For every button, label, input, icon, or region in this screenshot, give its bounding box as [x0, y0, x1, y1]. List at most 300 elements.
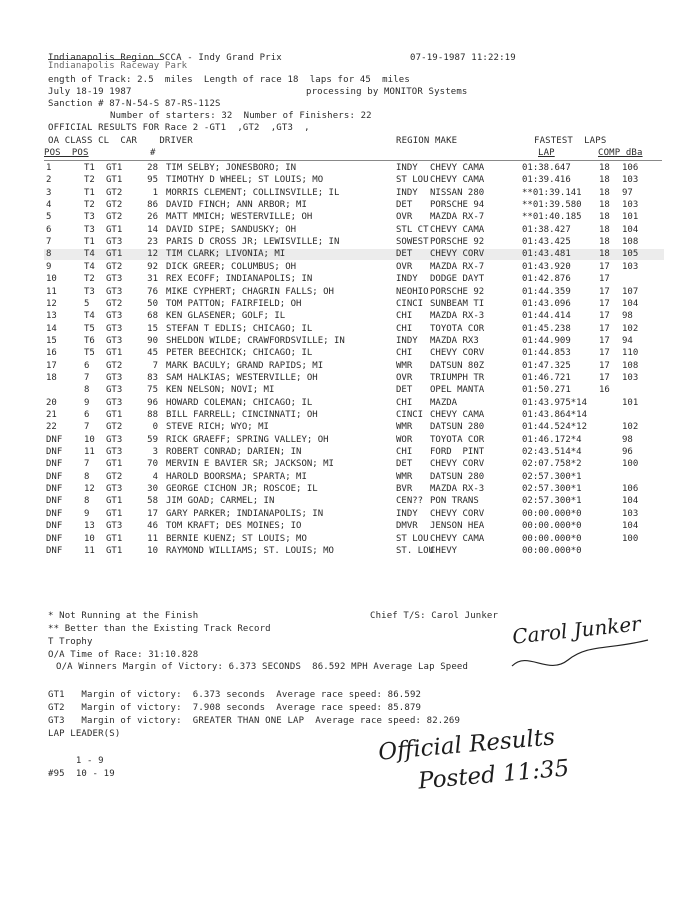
- cell-comp-dba: 106: [622, 163, 639, 173]
- cell-car-number: 88: [147, 410, 158, 420]
- cell-make: CHEVY CORV: [430, 249, 485, 260]
- cell-comp-dba: 103: [622, 261, 639, 272]
- cell-comp-dba: 97: [622, 187, 633, 198]
- cell-comp-dba: 107: [622, 286, 639, 297]
- cell-oa-position: DNF: [46, 533, 63, 544]
- cell-class: GT1: [106, 410, 123, 420]
- col-header-region-make: REGION MAKE: [396, 136, 458, 146]
- cell-comp-dba: 105: [622, 249, 639, 260]
- cell-fastest-lap: 01:43.425: [522, 237, 571, 248]
- cell-class: GT1: [106, 496, 123, 507]
- cell-region: INDY: [396, 274, 418, 285]
- cell-car-number: 4: [152, 471, 158, 482]
- cell-driver: GEORGE CICHON JR; ROSCOE; IL: [166, 484, 318, 495]
- cell-class-position: T3: [84, 286, 95, 297]
- cell-car-number: 7: [152, 360, 158, 371]
- cell-comp-dba: 101: [622, 212, 639, 223]
- cell-class-position: 8: [84, 471, 90, 482]
- cell-fastest-lap: 01:47.325: [522, 360, 571, 371]
- cell-class: GT1: [106, 545, 123, 556]
- cell-class: GT1: [106, 175, 123, 186]
- cell-comp-dba: 96: [622, 447, 633, 458]
- cell-car-number: 0: [152, 422, 158, 433]
- cell-class-position: T3: [84, 224, 95, 235]
- cell-driver: TOM PATTON; FAIRFIELD; OH: [166, 298, 302, 309]
- table-row: [44, 163, 664, 174]
- table-row: [44, 496, 664, 507]
- cell-car-number: 26: [147, 212, 158, 223]
- cell-fastest-lap: 01:43.481: [522, 249, 571, 260]
- cell-comp-dba: 103: [622, 175, 639, 186]
- cell-laps-completed: 17: [599, 372, 610, 383]
- cell-make: CHEVY CORV: [430, 459, 485, 470]
- cell-car-number: 86: [147, 200, 158, 211]
- cell-class: GT3: [106, 397, 123, 408]
- cell-car-number: 95: [147, 175, 158, 186]
- cell-region: CHI: [396, 323, 413, 334]
- cell-region: CHI: [396, 311, 413, 322]
- cell-make: CHEVY CAMA: [430, 175, 485, 186]
- table-row: [44, 534, 664, 545]
- cell-oa-position: DNF: [46, 545, 63, 556]
- cell-region: DMVR: [396, 521, 418, 532]
- strike-line: [48, 59, 163, 60]
- cell-region: ST LOU: [396, 533, 429, 544]
- trophy-note: T Trophy: [48, 637, 93, 647]
- cell-make: OPEL MANTA: [430, 385, 485, 396]
- cell-comp-dba: 108: [622, 237, 639, 248]
- cell-car-number: 46: [147, 521, 158, 532]
- cell-car-number: 45: [147, 348, 158, 359]
- event-date: July 18-19 1987: [48, 87, 132, 97]
- cell-car-number: 90: [147, 335, 158, 346]
- print-timestamp: 07-19-1987 11:22:19: [410, 53, 516, 63]
- cell-class: GT3: [106, 434, 123, 445]
- cell-class: GT1: [106, 224, 123, 235]
- cell-class-position: 9: [84, 508, 90, 519]
- cell-fastest-lap: 01:44.909: [522, 335, 571, 346]
- table-row: [44, 373, 664, 384]
- cell-driver: KEN GLASENER; GOLF; IL: [166, 311, 286, 322]
- cell-driver: HAROLD BOORSMA; SPARTA; MI: [166, 471, 307, 482]
- cell-fastest-lap: 01:44.359: [522, 286, 571, 297]
- lap-leaders-label: LAP LEADER(S): [48, 729, 121, 739]
- cell-oa-position: 18: [46, 372, 57, 383]
- cell-driver: SAM HALKIAS; WESTERVILLE; OH: [166, 372, 318, 383]
- cell-comp-dba: 100: [622, 459, 639, 470]
- table-row: [44, 274, 664, 285]
- cell-region: DET: [396, 200, 413, 211]
- cell-region: CHI: [396, 348, 413, 359]
- cell-class-position: T5: [84, 323, 95, 334]
- gt3-margin: GT3 Margin of victory: GREATER THAN ONE LAP Average race speed: 82.269: [48, 716, 461, 726]
- track-length: ength of Track: 2.5 miles Length of race 18 laps for 45 miles: [48, 75, 410, 85]
- cell-laps-completed: 17: [599, 274, 610, 285]
- cell-car-number: 1: [152, 187, 158, 198]
- cell-make: MAZDA RX3: [430, 335, 479, 346]
- lap-leader-1: 1 - 9: [48, 756, 104, 766]
- cell-region: BVR: [396, 484, 413, 495]
- cell-class: GT2: [106, 422, 123, 433]
- cell-class-position: T1: [84, 187, 95, 198]
- cell-driver: TIM CLARK; LIVONIA; MI: [166, 249, 286, 260]
- cell-oa-position: DNF: [46, 434, 63, 445]
- cell-class: GT3: [106, 335, 123, 346]
- cell-make: PON TRANS: [430, 496, 479, 507]
- cell-oa-position: 14: [46, 323, 57, 334]
- cell-fastest-lap: 01:43.864*14: [522, 410, 588, 420]
- lap-leader-2: #95 10 - 19: [48, 769, 115, 779]
- cell-laps-completed: 18: [599, 212, 610, 223]
- cell-oa-position: 17: [46, 360, 57, 371]
- cell-oa-position: DNF: [46, 447, 63, 458]
- cell-driver: BILL FARRELL; CINCINNATI; OH: [166, 410, 318, 420]
- struck-venue: Indianapolis Raceway Park: [48, 61, 188, 71]
- table-row: [44, 410, 664, 421]
- cell-comp-dba: 103: [622, 200, 639, 211]
- cell-class: GT3: [106, 286, 123, 297]
- cell-laps-completed: 17: [599, 261, 610, 272]
- cell-make: DATSUN 280: [430, 471, 485, 482]
- gt1-margin: GT1 Margin of victory: 6.373 seconds Average race speed: 86.592: [48, 690, 422, 700]
- cell-class-position: 8: [84, 385, 90, 396]
- cell-class: GT2: [106, 212, 123, 223]
- cell-car-number: 70: [147, 459, 158, 470]
- cell-class-position: 8: [84, 496, 90, 507]
- cell-region: INDY: [396, 508, 418, 519]
- table-row: [44, 447, 664, 458]
- cell-driver: STEVE RICH; WYO; MI: [166, 422, 269, 433]
- cell-fastest-lap: 02:57.300*1: [522, 496, 582, 507]
- cell-class-position: T4: [84, 311, 95, 322]
- cell-oa-position: 20: [46, 397, 57, 408]
- cell-driver: PARIS D CROSS JR; LEWISVILLE; IN: [166, 237, 340, 248]
- cell-comp-dba: 106: [622, 484, 639, 495]
- cell-driver: KEN NELSON; NOVI; MI: [166, 385, 275, 396]
- cell-oa-position: 10: [46, 274, 57, 285]
- cell-region: INDY: [396, 163, 418, 173]
- handwritten-signature: Carol Junker: [511, 611, 642, 649]
- cell-laps-completed: 17: [599, 311, 610, 322]
- cell-fastest-lap: 02:43.514*4: [522, 447, 582, 458]
- cell-fastest-lap: 01:44.524*12: [522, 422, 588, 433]
- starters-finishers: Number of starters: 32 Number of Finishers: 22: [110, 111, 372, 121]
- cell-region: CINCI: [396, 298, 424, 309]
- cell-car-number: 30: [147, 484, 158, 495]
- cell-oa-position: 15: [46, 335, 57, 346]
- cell-class-position: 12: [84, 484, 95, 495]
- cell-car-number: 59: [147, 434, 158, 445]
- cell-car-number: 50: [147, 298, 158, 309]
- table-row: [44, 299, 664, 310]
- cell-comp-dba: 104: [622, 521, 639, 532]
- official-results-title: OFFICIAL RESULTS FOR Race 2 -GT1 ,GT2 ,GT3 ,: [48, 123, 310, 133]
- cell-region: STL CT: [396, 224, 429, 235]
- cell-class-position: T2: [84, 274, 95, 285]
- cell-oa-position: DNF: [46, 521, 63, 532]
- cell-class: GT3: [106, 372, 123, 383]
- cell-class: GT2: [106, 187, 123, 198]
- cell-oa-position: 13: [46, 311, 57, 322]
- winners-margin: O/A Winners Margin of Victory: 6.373 SECONDS 86.592 MPH Average Lap Speed: [56, 662, 469, 672]
- table-row: [44, 509, 664, 520]
- cell-driver: JIM GOAD; CARMEL; IN: [166, 496, 275, 507]
- col-header-lap: LAP: [538, 148, 555, 158]
- cell-make: TRIUMPH TR: [430, 372, 485, 383]
- cell-oa-position: DNF: [46, 471, 63, 482]
- cell-region: CINCI: [396, 410, 424, 420]
- cell-car-number: 58: [147, 496, 158, 507]
- time-of-race: O/A Time of Race: 31:10.828: [48, 650, 199, 660]
- table-row: [44, 324, 664, 335]
- cell-make: PORSCHE 92: [430, 237, 485, 248]
- cell-oa-position: DNF: [46, 508, 63, 519]
- cell-region: INDY: [396, 335, 418, 346]
- cell-laps-completed: 17: [599, 335, 610, 346]
- cell-class: GT2: [106, 360, 123, 371]
- cell-car-number: 17: [147, 508, 158, 519]
- table-row: [44, 398, 664, 409]
- cell-oa-position: DNF: [46, 459, 63, 470]
- not-running-note: * Not Running at the Finish: [48, 611, 199, 621]
- cell-make: CHEVY CAMA: [430, 224, 485, 235]
- cell-region: WMR: [396, 360, 413, 371]
- cell-fastest-lap: **01:39.141: [522, 187, 582, 198]
- cell-make: NISSAN 280: [430, 187, 485, 198]
- cell-comp-dba: 98: [622, 311, 633, 322]
- cell-fastest-lap: 02:57.300*1: [522, 471, 582, 482]
- table-row: [44, 521, 664, 532]
- cell-region: CHI: [396, 397, 413, 408]
- cell-comp-dba: 108: [622, 360, 639, 371]
- cell-oa-position: 1: [46, 163, 52, 173]
- table-row: [44, 262, 664, 273]
- cell-fastest-lap: 00:00.000*0: [522, 521, 582, 532]
- cell-oa-position: 3: [46, 187, 52, 198]
- cell-class: GT2: [106, 298, 123, 309]
- cell-class: GT2: [106, 261, 123, 272]
- cell-fastest-lap: **01:40.185: [522, 212, 582, 223]
- cell-class: GT3: [106, 274, 123, 285]
- cell-region: ST LOU: [396, 175, 429, 186]
- cell-class-position: 11: [84, 447, 95, 458]
- cell-class: GT1: [106, 348, 123, 359]
- cell-class-position: T4: [84, 249, 95, 260]
- cell-driver: MORRIS CLEMENT; COLLINSVILLE; IL: [166, 187, 340, 198]
- cell-make: DODGE DAYT: [430, 274, 485, 285]
- cell-make: CHEVY CORV: [430, 508, 485, 519]
- cell-driver: RICK GRAEFF; SPRING VALLEY; OH: [166, 434, 329, 445]
- header-rule: [44, 160, 662, 161]
- cell-class-position: T2: [84, 200, 95, 211]
- cell-make: CHEVY CAMA: [430, 410, 485, 420]
- cell-driver: RAYMOND WILLIAMS; ST. LOUIS; MO: [166, 545, 334, 556]
- cell-comp-dba: 100: [622, 533, 639, 544]
- cell-car-number: 23: [147, 237, 158, 248]
- cell-fastest-lap: 01:44.853: [522, 348, 571, 359]
- cell-region: DET: [396, 249, 413, 260]
- cell-region: ST. LOU: [396, 545, 434, 556]
- table-row: [44, 249, 664, 260]
- col-header-comp-dba: COMP dBa: [598, 148, 643, 158]
- cell-make: FORD PINT: [430, 447, 485, 458]
- cell-make: DATSUN 80Z: [430, 360, 485, 371]
- cell-fastest-lap: 01:43.975*14: [522, 397, 588, 408]
- cell-region: WMR: [396, 422, 413, 433]
- table-row: [44, 336, 664, 347]
- cell-fastest-lap: 01:42.876: [522, 274, 571, 285]
- cell-fastest-lap: 01:39.416: [522, 175, 571, 186]
- cell-laps-completed: 16: [599, 385, 610, 396]
- cell-car-number: 15: [147, 323, 158, 334]
- table-row: [44, 459, 664, 470]
- cell-class: GT3: [106, 237, 123, 248]
- cell-make: JENSON HEA: [430, 521, 485, 532]
- cell-class-position: T1: [84, 163, 95, 173]
- cell-fastest-lap: 01:38.427: [522, 224, 571, 235]
- handwritten-posted-time: Posted 11:35: [417, 755, 571, 795]
- cell-fastest-lap: 00:00.000*0: [522, 533, 582, 544]
- cell-fastest-lap: 01:43.920: [522, 261, 571, 272]
- cell-driver: MERVIN E BAVIER SR; JACKSON; MI: [166, 459, 334, 470]
- cell-oa-position: 6: [46, 224, 52, 235]
- cell-driver: STEFAN T EDLIS; CHICAGO; IL: [166, 323, 313, 334]
- cell-car-number: 3: [152, 447, 158, 458]
- cell-region: OVR: [396, 372, 413, 383]
- cell-fastest-lap: 01:46.721: [522, 372, 571, 383]
- cell-make: SUNBEAM TI: [430, 298, 485, 309]
- col-header-pos: POS POS: [44, 148, 89, 158]
- cell-laps-completed: 17: [599, 286, 610, 297]
- cell-make: MAZDA RX-7: [430, 261, 485, 272]
- cell-driver: MIKE CYPHERT; CHAGRIN FALLS; OH: [166, 286, 334, 297]
- cell-make: CHEVY CAMA: [430, 163, 485, 173]
- cell-comp-dba: 110: [622, 348, 639, 359]
- cell-car-number: 31: [147, 274, 158, 285]
- cell-car-number: 28: [147, 163, 158, 173]
- cell-class-position: 10: [84, 533, 95, 544]
- cell-class-position: 10: [84, 434, 95, 445]
- cell-driver: SHELDON WILDE; CRAWFORDSVILLE; IN: [166, 335, 345, 346]
- cell-laps-completed: 18: [599, 249, 610, 260]
- cell-laps-completed: 17: [599, 298, 610, 309]
- table-row: [44, 212, 664, 223]
- table-row: [44, 472, 664, 483]
- cell-oa-position: 5: [46, 212, 52, 223]
- cell-comp-dba: 104: [622, 224, 639, 235]
- table-row: [44, 484, 664, 495]
- signature-stroke-icon: [508, 630, 658, 680]
- cell-class-position: T3: [84, 212, 95, 223]
- cell-make: CHEVY CAMA: [430, 533, 485, 544]
- cell-region: NEOHIO: [396, 286, 429, 297]
- cell-class-position: 11: [84, 545, 95, 556]
- cell-region: WOR: [396, 434, 413, 445]
- cell-driver: MATT MMICH; WESTERVILLE; OH: [166, 212, 313, 223]
- cell-comp-dba: 94: [622, 335, 633, 346]
- cell-make: TOYOTA COR: [430, 434, 485, 445]
- cell-class: GT1: [106, 508, 123, 519]
- table-row: [44, 422, 664, 433]
- cell-oa-position: 12: [46, 298, 57, 309]
- cell-comp-dba: 104: [622, 496, 639, 507]
- table-row: [44, 287, 664, 298]
- table-row: [44, 200, 664, 211]
- cell-laps-completed: 17: [599, 323, 610, 334]
- table-row: [44, 385, 664, 396]
- cell-make: MAZDA RX-3: [430, 484, 485, 495]
- table-row: [44, 175, 664, 186]
- cell-comp-dba: 103: [622, 508, 639, 519]
- cell-oa-position: DNF: [46, 496, 63, 507]
- cell-class: GT3: [106, 484, 123, 495]
- cell-driver: GARY PARKER; INDIANAPOLIS; IN: [166, 508, 324, 519]
- cell-make: MAZDA RX-3: [430, 311, 485, 322]
- cell-class: GT1: [106, 459, 123, 470]
- cell-class-position: 6: [84, 360, 90, 371]
- cell-make: TOYOTA COR: [430, 323, 485, 334]
- cell-laps-completed: 17: [599, 348, 610, 359]
- cell-driver: TIMOTHY D WHEEL; ST LOUIS; MO: [166, 175, 324, 186]
- cell-region: DET: [396, 459, 413, 470]
- cell-driver: HOWARD COLEMAN; CHICAGO; IL: [166, 397, 313, 408]
- cell-driver: REX ECOFF; INDIANAPOLIS; IN: [166, 274, 313, 285]
- cell-car-number: 96: [147, 397, 158, 408]
- cell-fastest-lap: 00:00.000*0: [522, 545, 582, 556]
- table-row: [44, 546, 664, 557]
- cell-make: CHEVY CORV: [430, 348, 485, 359]
- cell-class: GT3: [106, 521, 123, 532]
- table-row: [44, 361, 664, 372]
- cell-make: DATSUN 280: [430, 422, 485, 433]
- cell-fastest-lap: 01:50.271: [522, 385, 571, 396]
- cell-driver: PETER BEECHICK; CHICAGO; IL: [166, 348, 313, 359]
- cell-car-number: 75: [147, 385, 158, 396]
- handwritten-official-results: Official Results: [377, 724, 556, 766]
- cell-oa-position: 9: [46, 261, 52, 272]
- cell-oa-position: 11: [46, 286, 57, 297]
- cell-driver: ROBERT CONRAD; DARIEN; IN: [166, 447, 302, 458]
- gt2-margin: GT2 Margin of victory: 7.908 seconds Average race speed: 85.879: [48, 703, 422, 713]
- cell-class: GT3: [106, 385, 123, 396]
- cell-oa-position: 7: [46, 237, 52, 248]
- cell-comp-dba: 98: [622, 434, 633, 445]
- cell-car-number: 76: [147, 286, 158, 297]
- cell-region: OVR: [396, 212, 413, 223]
- cell-fastest-lap: 02:07.758*2: [522, 459, 582, 470]
- cell-fastest-lap: 01:46.172*4: [522, 434, 582, 445]
- cell-car-number: 12: [147, 249, 158, 260]
- cell-class-position: T2: [84, 175, 95, 186]
- cell-laps-completed: 18: [599, 187, 610, 198]
- cell-region: WMR: [396, 471, 413, 482]
- cell-driver: BERNIE KUENZ; ST LOUIS; MO: [166, 533, 307, 544]
- cell-fastest-lap: 01:38.647: [522, 163, 571, 173]
- cell-oa-position: 21: [46, 410, 57, 420]
- cell-fastest-lap: 00:00.000*0: [522, 508, 582, 519]
- cell-region: CHI: [396, 447, 413, 458]
- cell-laps-completed: 18: [599, 163, 610, 173]
- cell-laps-completed: 18: [599, 200, 610, 211]
- cell-comp-dba: 101: [622, 397, 639, 408]
- cell-car-number: 10: [147, 545, 158, 556]
- table-row: [44, 225, 664, 236]
- cell-fastest-lap: 01:44.414: [522, 311, 571, 322]
- cell-class: GT2: [106, 471, 123, 482]
- cell-laps-completed: 18: [599, 175, 610, 186]
- cell-oa-position: 2: [46, 175, 52, 186]
- cell-class-position: T5: [84, 348, 95, 359]
